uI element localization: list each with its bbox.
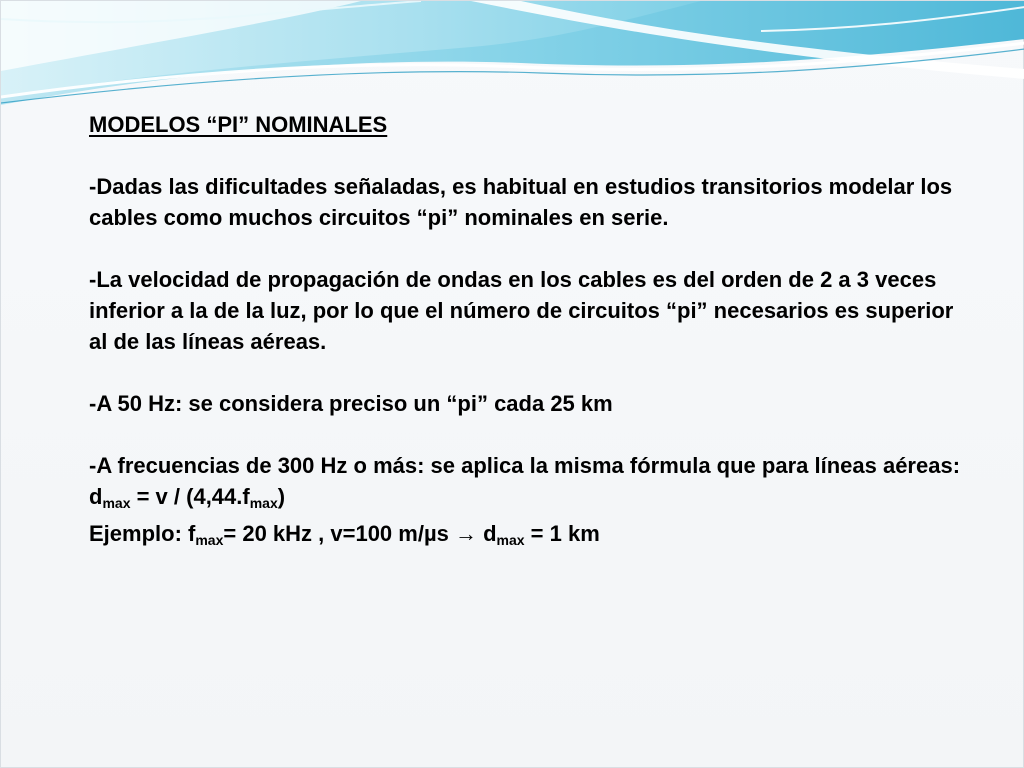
example-middle: = 20 kHz , v=100 m/µs → d xyxy=(223,521,497,546)
paragraph-1: -Dadas las dificultades señaladas, es habitual en estudios transitorios modelar los cables como muchos circuitos “pi” nominales en serie. xyxy=(89,174,953,230)
paragraph-3: -A 50 Hz: se considera preciso un “pi” cada 25 km xyxy=(89,391,613,416)
formula-middle: = v / (4,44.f xyxy=(130,484,250,509)
formula-d-subscript: max xyxy=(102,495,131,511)
example-line xyxy=(89,518,969,549)
paragraph-4-lead: -A frecuencias de 300 Hz o más: se aplica la misma fórmula que para líneas aéreas: xyxy=(89,453,961,478)
decorative-wave-header xyxy=(1,1,1024,111)
example-d-subscript: max xyxy=(496,532,525,548)
formula-d: d xyxy=(89,484,103,509)
example-lead: Ejemplo: f xyxy=(89,521,196,546)
formula-f-subscript: max xyxy=(249,495,278,511)
slide-content xyxy=(89,109,969,549)
paragraph-4 xyxy=(89,450,969,512)
paragraph-2: -La velocidad de propagación de ondas en los cables es del orden de 2 a 3 veces inferior a la de la luz, por lo que el número de circuitos “pi” necesarios es superior al de las líneas aéreas. xyxy=(89,267,954,354)
slide-title: MODELOS “PI” NOMINALES xyxy=(89,112,388,137)
formula-end: ) xyxy=(277,484,286,509)
example-f-subscript: max xyxy=(195,532,224,548)
example-end: = 1 km xyxy=(524,521,600,546)
